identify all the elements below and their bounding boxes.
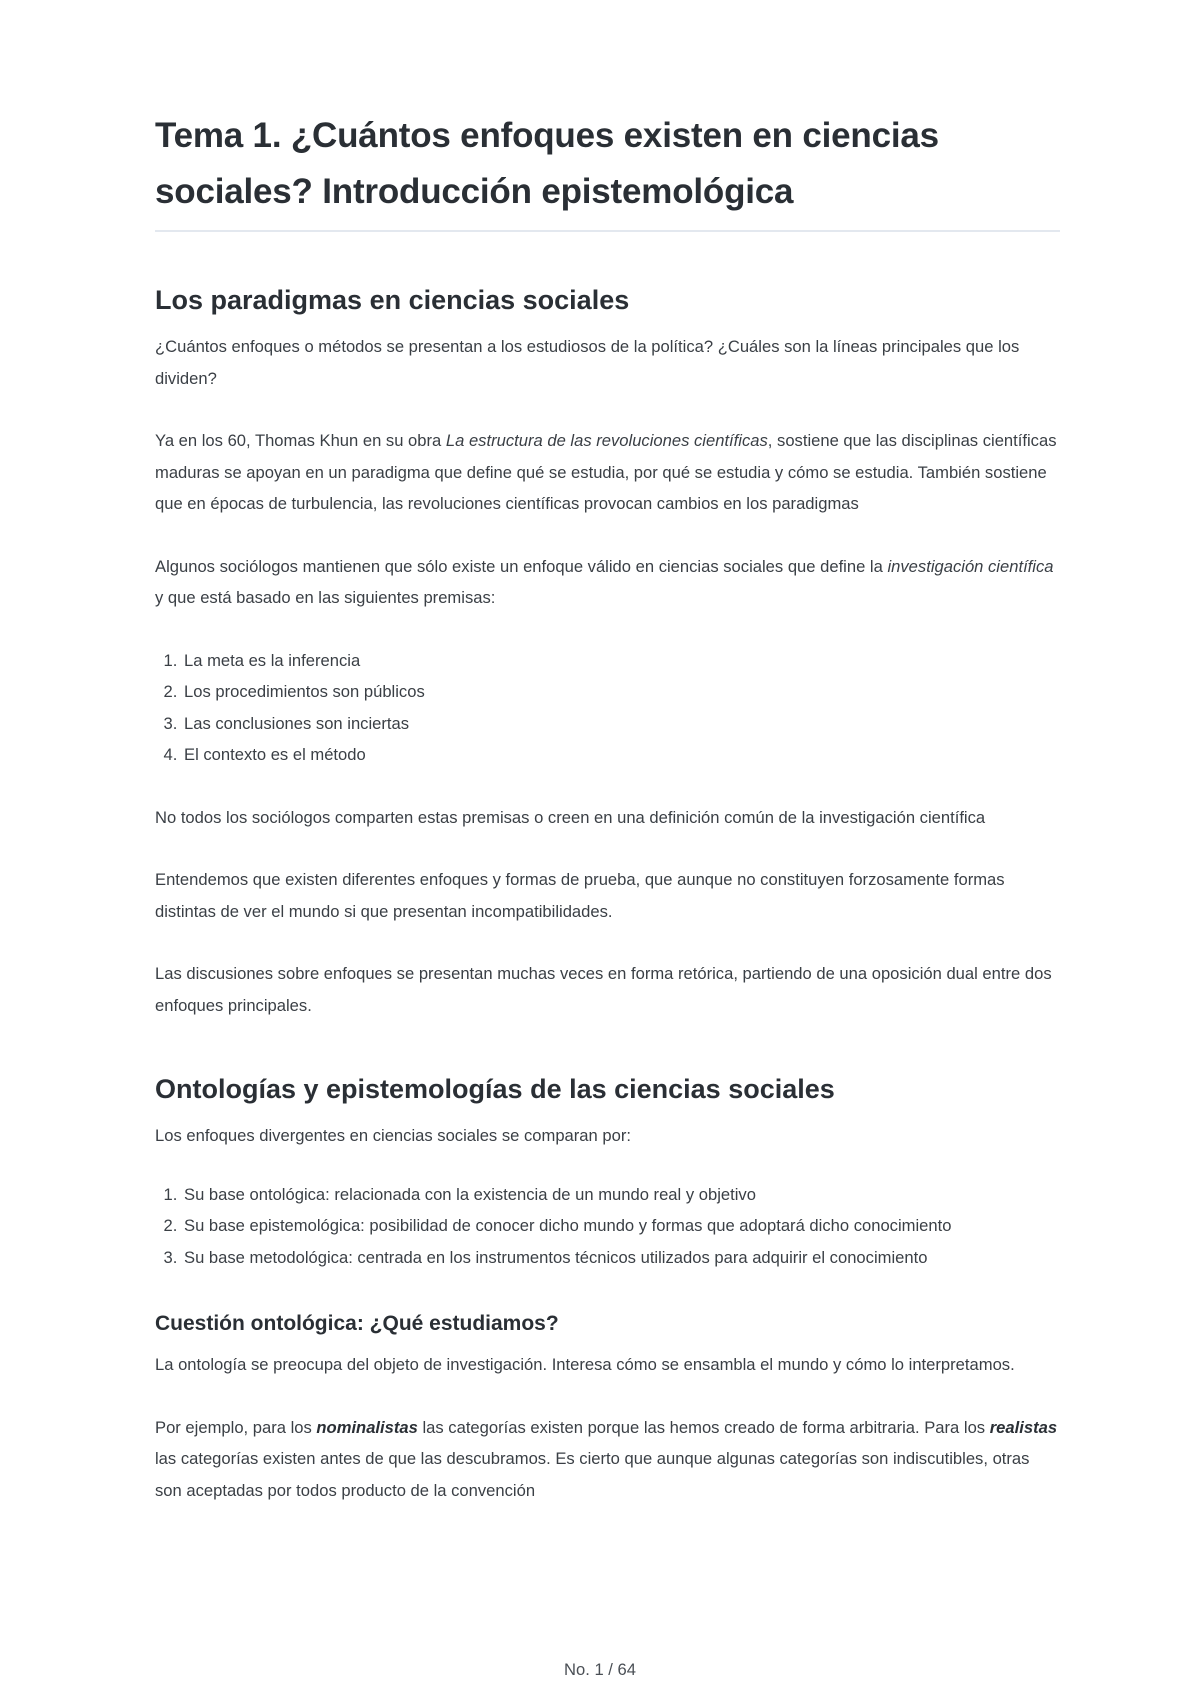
list-item: 2. Los procedimientos son públicos bbox=[182, 676, 1060, 708]
term-realistas: realistas bbox=[989, 1417, 1058, 1437]
premisas-list bbox=[155, 645, 1060, 771]
paragraph bbox=[155, 551, 1060, 614]
paragraph-text: y que está basado en las siguientes premisas: bbox=[155, 588, 496, 607]
subsection-heading-cuestion: Cuestión ontológica: ¿Qué estudiamos? bbox=[155, 1312, 559, 1335]
bases-list bbox=[155, 1179, 1060, 1274]
list-item: 4. El contexto es el método bbox=[182, 739, 1060, 771]
paragraph-text: Ya en los 60, Thomas Khun en su obra bbox=[155, 431, 446, 450]
document-page bbox=[155, 108, 1060, 1506]
list-item: 1. Su base ontológica: relacionada con la existencia de un mundo real y objetivo bbox=[182, 1179, 1060, 1211]
paragraph: No todos los sociólogos comparten estas premisas o creen en una definición común de la investigación científica bbox=[155, 807, 986, 827]
paragraph-text: Por ejemplo, para los bbox=[155, 1417, 317, 1437]
book-title: La estructura de las revoluciones científicas bbox=[445, 431, 768, 450]
paragraph: Los enfoques divergentes en ciencias sociales se comparan por: bbox=[155, 1126, 631, 1145]
section-heading-paradigmas: Los paradigmas en ciencias sociales bbox=[155, 285, 630, 315]
paragraph: Entendemos que existen diferentes enfoques y formas de prueba, que aunque no constituyen forzosamente formas distintas de ver el mundo si que presentan incompatibilidades. bbox=[155, 870, 1005, 921]
paragraph: ¿Cuántos enfoques o métodos se presentan a los estudiosos de la política? ¿Cuáles son la líneas principales que los dividen? bbox=[155, 337, 1020, 388]
document-title: Tema 1. ¿Cuántos enfoques existen en ciencias sociales? Introducción epistemológica bbox=[155, 108, 1060, 232]
list-item: 3. Su base metodológica: centrada en los instrumentos técnicos utilizados para adquirir el conocimiento bbox=[182, 1242, 1060, 1274]
paragraph-text: las categorías existen porque las hemos creado de forma arbitraria. Para los bbox=[417, 1417, 990, 1437]
emphasis-text: investigación científica bbox=[887, 556, 1054, 576]
list-item: 1. La meta es la inferencia bbox=[182, 645, 1060, 677]
paragraph bbox=[155, 1412, 1060, 1507]
paragraph: La ontología se preocupa del objeto de investigación. Interesa cómo se ensambla el mundo y cómo lo interpretamos. bbox=[155, 1355, 1015, 1374]
paragraph bbox=[155, 425, 1060, 520]
paragraph-text: las categorías existen antes de que las descubramos. Es cierto que aunque algunas categorías son indiscutibles, otras son aceptadas por todos producto de la convención bbox=[155, 1449, 1030, 1500]
paragraph: Las discusiones sobre enfoques se presentan muchas veces en forma retórica, partiendo de una oposición dual entre dos enfoques principales. bbox=[155, 964, 1052, 1015]
list-item: 2. Su base epistemológica: posibilidad de conocer dicho mundo y formas que adoptará dicho conocimiento bbox=[182, 1210, 1060, 1242]
section-heading-ontologias: Ontologías y epistemologías de las ciencias sociales bbox=[155, 1074, 835, 1104]
list-item: 3. Las conclusiones son inciertas bbox=[182, 708, 1060, 740]
term-nominalistas: nominalistas bbox=[316, 1417, 418, 1437]
page-number: No. 1 / 64 bbox=[564, 1660, 636, 1679]
paragraph-text: Algunos sociólogos mantienen que sólo existe un enfoque válido en ciencias sociales que define la bbox=[155, 556, 888, 576]
paragraph-text: , sostiene que las disciplinas científicas maduras se apoyan en un paradigma que define qué se estudia, por qué se estudia y cómo se estudia. También sostiene que en épocas de turbulencia, las revoluciones científicas provocan cambios en los paradigmas bbox=[155, 431, 1057, 513]
